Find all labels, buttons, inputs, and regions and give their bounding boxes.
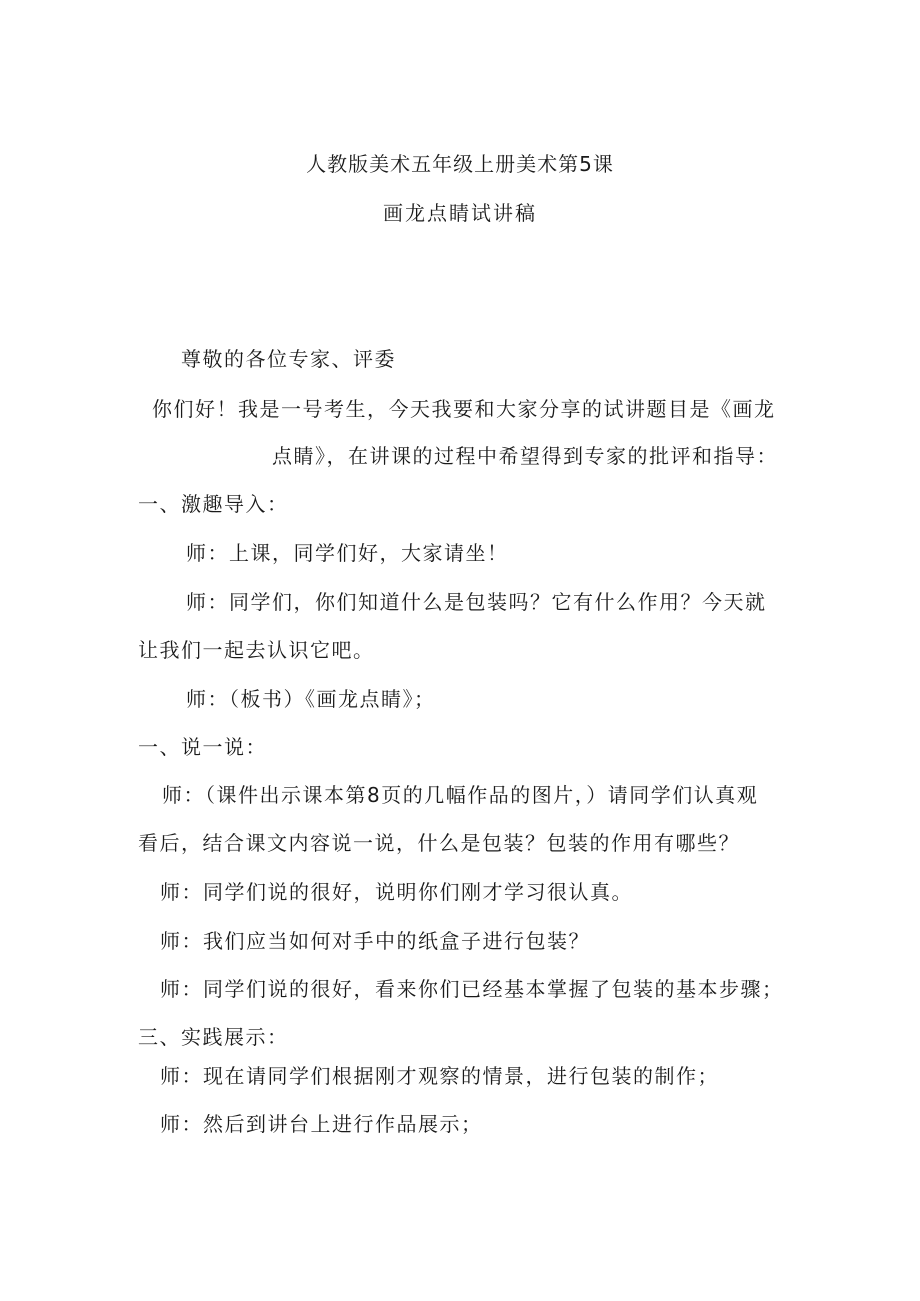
intro-paragraph: 你们好！我是一号考生，今天我要和大家分享的试讲题目是《画龙 [152,397,776,421]
teacher-line: 师：（课件出示课本第8页的几幅作品的图片，）请同学们认真观 [162,783,759,807]
teacher-line: 师：同学们说的很好，看来你们已经基本掌握了包装的基本步骤； [160,977,784,1001]
section-heading: 一、说一说： [138,735,267,759]
teacher-line: 师：现在请同学们根据刚才观察的情景，进行包装的制作； [160,1064,719,1088]
teacher-line-continued: 看后，结合课文内容说一说，什么是包装？包装的作用有哪些？ [138,831,740,855]
teacher-line: 师：同学们，你们知道什么是包装吗？它有什么作用？今天就 [186,590,767,614]
teacher-line: 师：我们应当如何对手中的纸盒子进行包装？ [160,929,590,953]
document-subtitle: 画龙点睛试讲稿 [383,201,537,225]
greeting-paragraph: 尊敬的各位专家、评委 [181,347,396,371]
teacher-line: 师：上课，同学们好，大家请坐！ [186,541,509,565]
section-heading: 三、实践展示： [138,1025,289,1049]
teacher-line-continued: 让我们一起去认识它吧。 [138,638,375,662]
section-heading: 一、激趣导入： [138,492,289,516]
intro-paragraph-continued: 点睛》，在讲课的过程中希望得到专家的批评和指导： [272,444,778,468]
teacher-line: 师：然后到讲台上进行作品展示； [160,1112,483,1136]
document-title: 人教版美术五年级上册美术第5课 [306,152,614,176]
teacher-line: 师：（板书）《画龙点睛》； [186,687,436,711]
teacher-line: 师：同学们说的很好，说明你们刚才学习很认真。 [160,880,633,904]
